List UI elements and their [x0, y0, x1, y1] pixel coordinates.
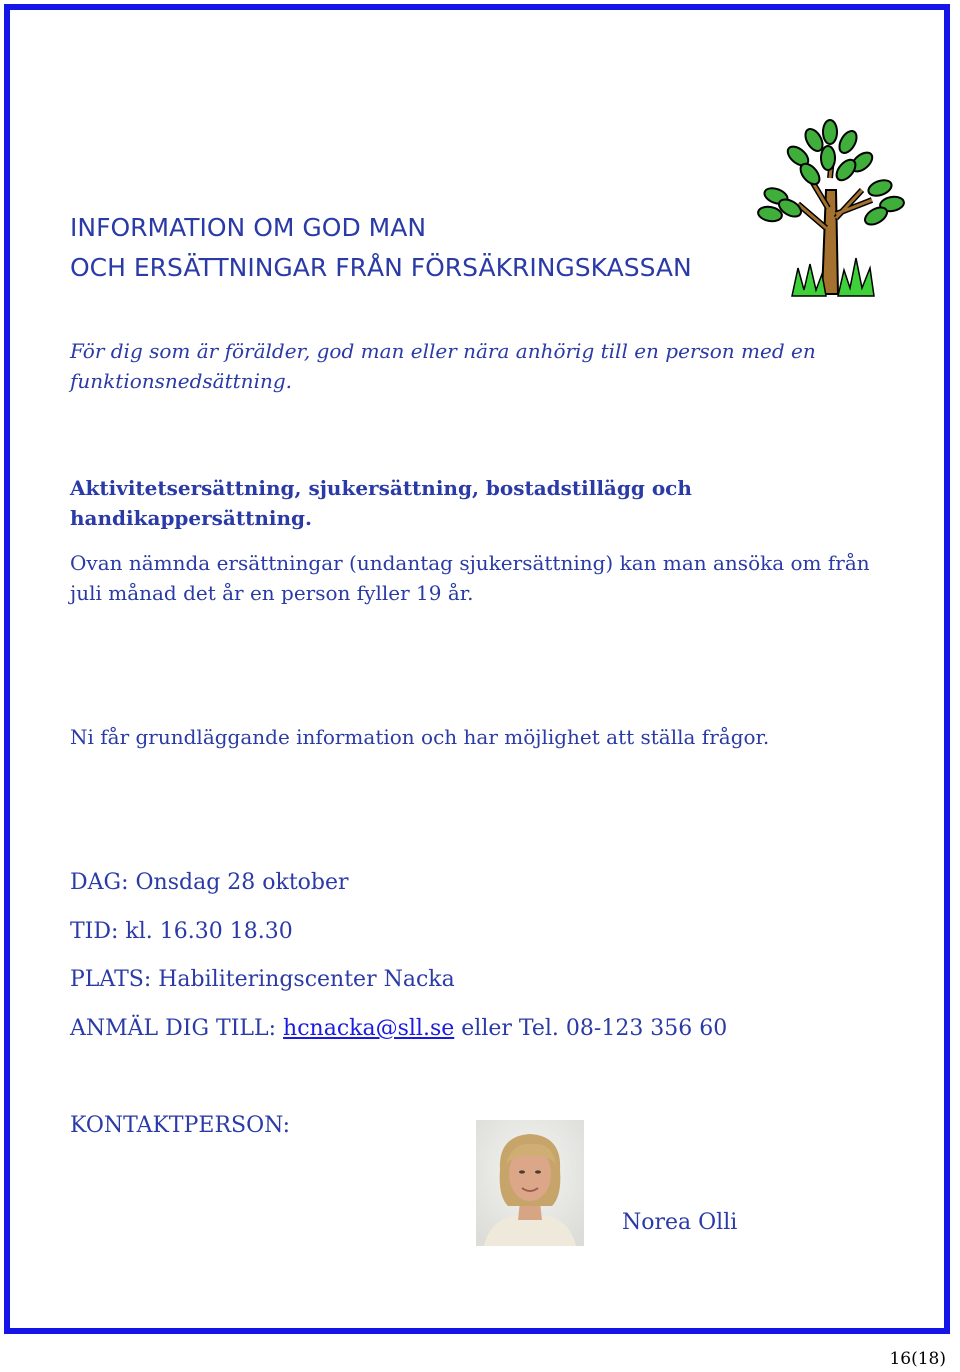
benefits-heading: Aktivitetsersättning, sjukersättning, bostadstillägg och handikappersättning. [70, 476, 692, 530]
event-place: PLATS: Habiliteringscenter Nacka [70, 967, 455, 992]
event-date: DAG: Onsdag 28 oktober [70, 870, 349, 895]
registration-line [70, 1014, 727, 1044]
page-title [70, 208, 692, 288]
contact-name: Norea Olli [622, 1210, 738, 1235]
intro-text: För dig som är förälder, god man eller nära anhörig till en person med en funktionsnedsättning. [70, 339, 816, 393]
registration-email-link[interactable]: hcnacka@sll.se [283, 1016, 455, 1041]
registration-label: ANMÄL DIG TILL: [70, 1016, 277, 1041]
tree-logo-icon [752, 118, 914, 300]
benefits-description: Ovan nämnda ersättningar (undantag sjukersättning) kan man ansöka om från juli månad det år en person fyller 19 år. [70, 551, 870, 605]
registration-phone: eller Tel. 08-123 356 60 [461, 1016, 728, 1041]
title-line-2: OCH ERSÄTTNINGAR FRÅN FÖRSÄKRINGSKASSAN [70, 253, 692, 282]
page-number: 16(18) [889, 1349, 946, 1369]
info-text: Ni får grundläggande information och har möjlighet att ställa frågor. [70, 725, 770, 749]
contact-label: KONTAKTPERSON: [70, 1113, 291, 1138]
event-time: TID: kl. 16.30 18.30 [70, 919, 293, 944]
contact-photo [476, 1120, 584, 1246]
title-line-1: INFORMATION OM GOD MAN [70, 213, 427, 242]
